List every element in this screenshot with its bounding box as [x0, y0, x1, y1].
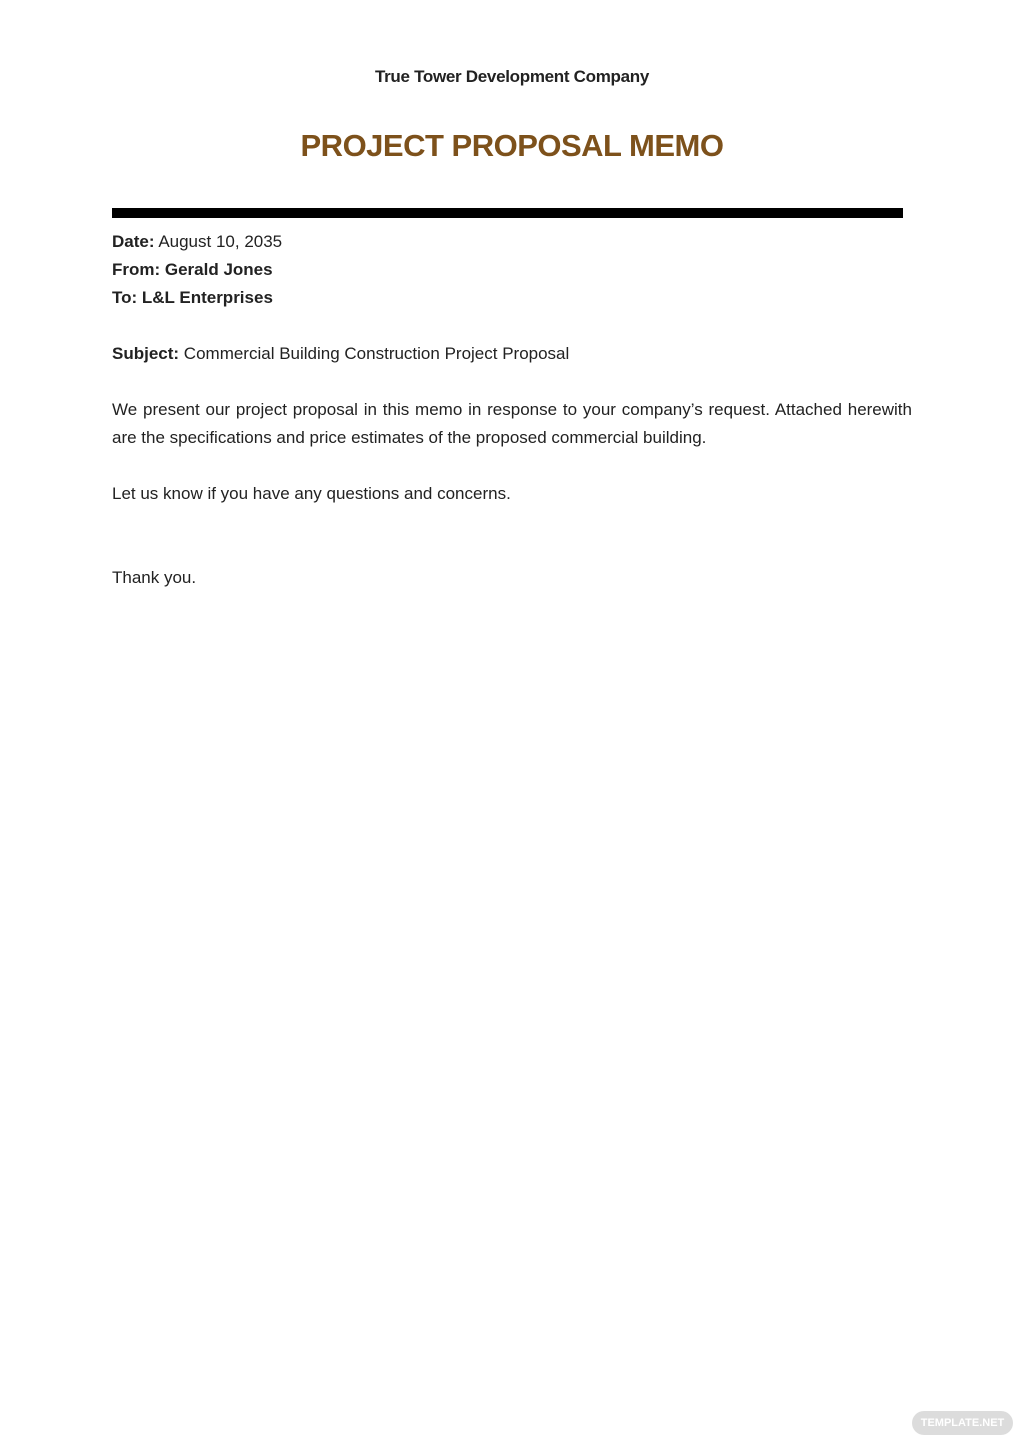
date-label: Date: [112, 232, 155, 251]
paragraph-1: We present our project proposal in this memo in response to your company’s request. Attached herewith are the specifications and price estimates of the proposed commercial building. [112, 400, 912, 447]
paragraph-2: Let us know if you have any questions and concerns. [112, 484, 511, 503]
date-value: August 10, 2035 [158, 232, 283, 251]
memo-body [112, 228, 912, 592]
closing: Thank you. [112, 568, 197, 587]
from-line [112, 256, 912, 284]
subject-label: Subject: [112, 344, 180, 363]
to-line [112, 284, 912, 312]
from-value: From: Gerald Jones [112, 260, 273, 279]
subject-line [112, 340, 912, 368]
subject-value: Commercial Building Construction Project Proposal [183, 344, 570, 363]
divider [112, 208, 903, 218]
date-line [112, 228, 912, 256]
company-name: True Tower Development Company [374, 67, 650, 86]
memo-title: PROJECT PROPOSAL MEMO [300, 128, 724, 163]
to-value: To: L&L Enterprises [112, 288, 273, 307]
watermark-badge: TEMPLATE.NET [912, 1411, 1013, 1435]
